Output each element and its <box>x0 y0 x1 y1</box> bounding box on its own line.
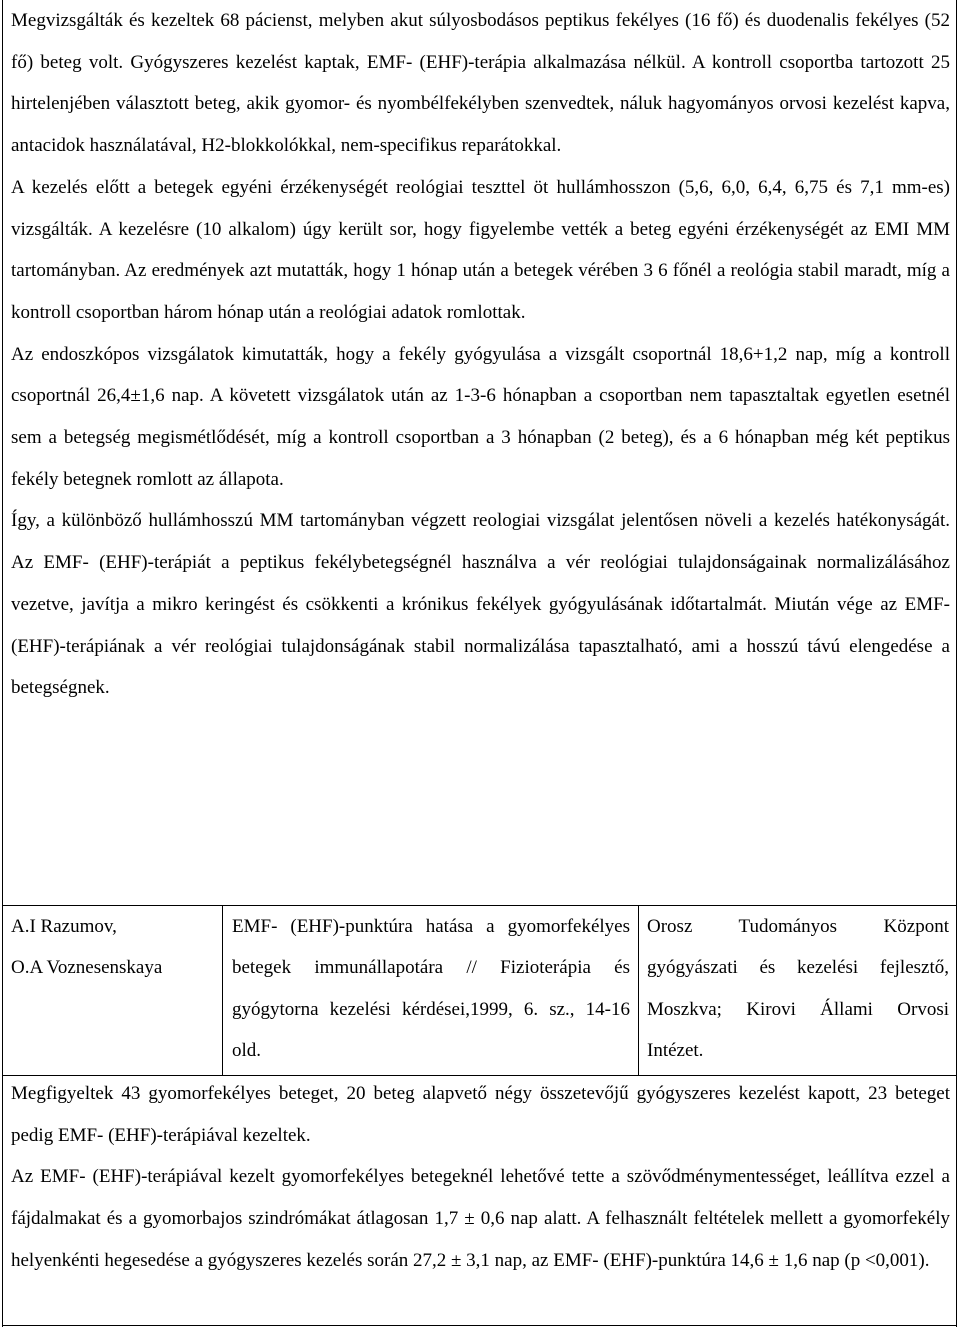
top-section <box>11 0 950 709</box>
reference-institution-cell <box>647 906 949 1071</box>
reference-title: EMF- (EHF)-punktúra hatása a gyomorfekélyes betegek immunállapotára // Fizioterápia és gyógytorna kezelési kérdései,1999, 6. sz., 14-16 old. <box>232 916 630 1061</box>
paragraph: Az endoszkópos vizsgálatok kimutatták, hogy a fekély gyógyulása a vizsgált csoportnál 18,6+1,2 nap, míg a kontroll csoportnál 26,4±1,6 nap. A követett vizsgálatok után az 1-3-6 hónapban a csoportban nem tapasztaltak egyetlen esetnél sem a betegség megismétlődését, míg a kontroll csoportban a 3 hónapban (2 beteg), és a 6 hónapban még két peptikus fekély betegnek romlott az állapota. <box>11 343 950 490</box>
paragraph: A kezelés előtt a betegek egyéni érzékenységét reológiai teszttel öt hullámhosszon (5,6, 6,0, 6,4, 6,75 és 7,1 mm-es) vizsgálták. A kezelésre (10 alkalom) úgy került sor, hogy figyelembe vették a beteg egyéni érzékenységét az EMI MM tartományban. Az eredmények azt mutatták, hogy 1 hónap után a betegek vérében 3 6 főnél a reológia stabil maradt, míg a kontroll csoportban három hónap után a reológiai adatok romlottak. <box>11 176 950 323</box>
frame-bottom-border <box>2 1325 957 1326</box>
reference-authors-cell <box>11 906 216 989</box>
paragraph: Így, a különböző hullámhosszú MM tartományban végzett reologiai vizsgálat jelentősen növeli a kezelés hatékonyságát. Az EMF- (EHF)-terápiát a peptikus fekélybetegségnél használva a vér reológiai tulajdonságainak normalizálásához vezetve, javítja a mikro keringést és csökkenti a krónikus fekélyek gyógyulásának időtartalmát. Miután vége az EMF- (EHF)-terápiának a vér reológiai tulajdonságának stabil normalizálása tapasztalható, ami a hosszú távú elengedése a betegségnek. <box>11 510 950 699</box>
paragraph: Megvizsgálták és kezeltek 68 pácienst, melyben akut súlyosbodásos peptikus fekélyes (16 fő) és duodenalis fekélyes (52 fő) beteg volt. Gyógyszeres kezelést kaptak, EMF- (EHF)-terápia alkalmazása nélkül. A kontroll csoportba tartozott 25 hirtelenjében választott beteg, akik gyomor- és nyombélfekélyben szenvedtek, náluk hagyományos orvosi kezelést kapva, antacidok használatával, H2-blokkolókkal, nem-specifikus reparátokkal. <box>11 10 950 157</box>
reference-title-cell <box>232 906 630 1071</box>
reference-author: O.A Voznesenskaya <box>11 957 163 979</box>
frame-left-border <box>2 0 3 1327</box>
reference-author: A.I Razumov, <box>11 916 117 937</box>
reference-col-divider-2 <box>638 905 639 1076</box>
bottom-section <box>11 1073 950 1282</box>
reference-institution: Orosz Tudományos Központ gyógyászati és kezelési fejlesztő, Moszkva; Kirovi Állami Orvosi Intézet. <box>647 916 949 1061</box>
paragraph: Megfigyeltek 43 gyomorfekélyes beteget, 20 beteg alapvető négy összetevőjű gyógyszeres kezelést kapott, 23 beteget pedig EMF- (EHF)-terápiával kezeltek. <box>11 1083 950 1146</box>
paragraph: Az EMF- (EHF)-terápiával kezelt gyomorfekélyes betegeknél lehetővé tette a szövődménymentességet, leállítva ezzel a fájdalmakat és a gyomorbajos szindrómákat átlagosan 1,7 ± 0,6 nap alatt. A felhasznált feltételek mellett a gyomorfekély helyenkénti hegesedése a gyógyszeres kezelés során 27,2 ± 3,1 nap, az EMF- (EHF)-punktúra 14,6 ± 1,6 nap (p <0,001). <box>11 1166 950 1271</box>
reference-col-divider-1 <box>222 905 223 1076</box>
frame-right-border <box>956 0 957 1327</box>
